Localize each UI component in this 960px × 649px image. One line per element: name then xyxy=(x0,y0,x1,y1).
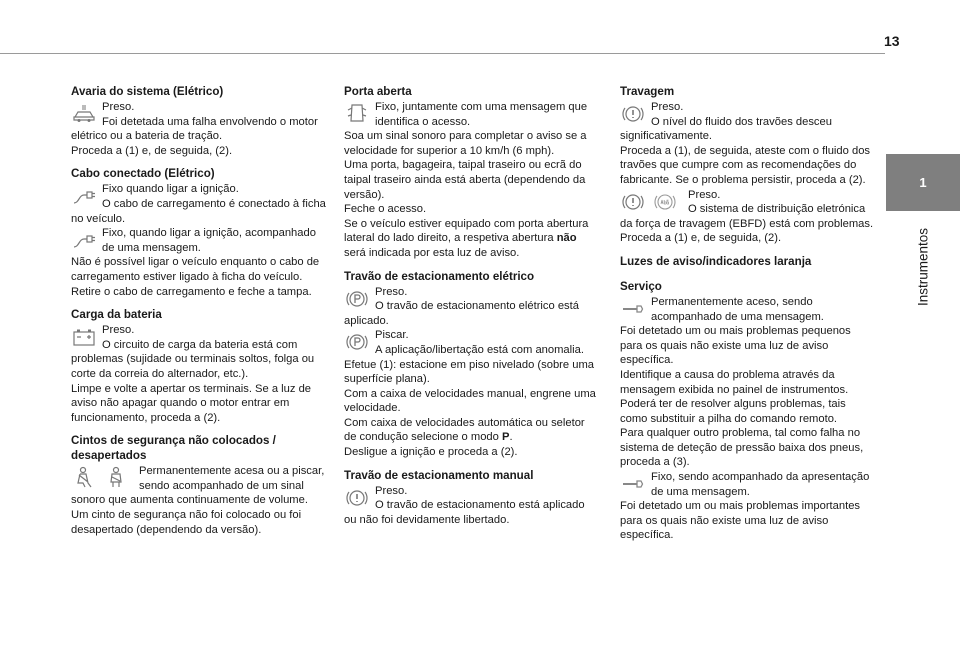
chapter-title xyxy=(910,208,936,326)
section-braking xyxy=(620,84,876,246)
chapter-title-text: Instrumentos xyxy=(915,227,931,307)
heading-orange-indicators: Luzes de aviso/indicadores laranja xyxy=(620,254,812,268)
rear-seatbelt-icon xyxy=(103,465,129,491)
heading-manual-parking-brake: Travão de estacionamento manual xyxy=(344,468,534,482)
heading-door-open: Porta aberta xyxy=(344,85,412,98)
plug-cable-icon xyxy=(71,183,97,209)
entry: Fixo quando ligar a ignição. O cabo de carregamento é conectado à ficha no veículo. xyxy=(71,183,326,225)
entry: Preso. O travão de estacionamento elétrico está aplicado. xyxy=(344,285,579,327)
entry: Fixo, sendo acompanhado da apresentação de uma mensagem. Foi detetado um ou mais problemas importantes para os quais não existe uma luz de aviso específica. xyxy=(620,471,870,542)
parking-brake-icon xyxy=(344,329,370,355)
heading-service: Serviço xyxy=(620,279,662,293)
heading-seatbelts: Cintos de segurança não colocados / desapertados xyxy=(71,434,276,463)
chapter-tab[interactable] xyxy=(886,154,960,211)
car-warning-icon xyxy=(71,101,97,127)
wrench-icon xyxy=(620,296,646,322)
header-rule xyxy=(0,53,885,54)
entry: Preso. O circuito de carga da bateria está com problemas (sujidade ou terminais soltos, folga ou corte da correia do alternador, etc.). Limpe e volte a apertar os terminais. Se a luz de aviso não apagar quando o motor entrar em funcionamento, proceda a (2). xyxy=(71,324,315,424)
section-service xyxy=(620,279,876,543)
brake-warning-icon xyxy=(620,189,646,215)
entry: Permanentemente aceso, sendo acompanhado de uma mensagem. Foi detetado um ou mais problemas pequenos para os quais não existe uma luz de aviso específica. Identifique a causa do problema através da mensagem exibida no painel de instrumentos. Poderá ter de resolver alguns problemas, tais como substituir a pilha do comando remoto. Para qualquer outro problema, tal como falha no sistema de deteção de pressão baixa dos pneus, proceda a (3). xyxy=(620,295,864,469)
column-2 xyxy=(344,84,600,535)
section-door-open xyxy=(344,84,600,261)
entry: Preso. O nível do fluido dos travões desceu significativamente. Proceda a (1), de seguida, ateste com o fluido dos travões que cumpre com as recomendações do fabricante. Se o problema persistir, proceda a (2). xyxy=(620,101,871,186)
column-3 xyxy=(620,84,876,551)
entry: Fixo, juntamente com uma mensagem que identifica o acesso. Soa um sinal sonoro para completar o aviso se a velocidade for superior a 10 km/h (6 mph). Uma porta, bagageira, taipal traseiro ou ecrã do taipal traseiro ainda está aberta (dependendo da versão). Feche o acesso. Se o veículo estiver equipado com porta abertura lateral do lado direito, a respetiva abertura não será indicada por esta luz de aviso. xyxy=(344,101,589,259)
section-battery-charge xyxy=(71,307,327,425)
section-electric-fault xyxy=(71,84,327,158)
heading-electric-fault: Avaria do sistema (Elétrico) xyxy=(71,85,224,98)
section-electric-parking-brake xyxy=(344,269,600,460)
page-number: 13 xyxy=(884,33,900,49)
entry: Preso. O sistema de distribuição eletrónica da força de travagem (EBFD) está com problemas. Proceda a (1) e, de seguida, (2). xyxy=(620,188,874,245)
entry: Preso. O travão de estacionamento está aplicado ou não foi devidamente libertado. xyxy=(344,484,585,526)
entry: Piscar. A aplicação/libertação está com anomalia. Efetue (1): estacione em piso nivelado (sobre uma superfície plana). Com a caixa de velocidades manual, engrene uma velocidade. Com caixa de velocidades automática ou seletor de condução selecione o modo P. Desligue a ignição e proceda a (2). xyxy=(344,329,596,459)
wrench-icon xyxy=(620,471,646,497)
heading-battery-charge: Carga da bateria xyxy=(71,308,162,322)
brake-warning-icon xyxy=(344,485,370,511)
section-cable-connected xyxy=(71,166,327,299)
heading-braking: Travagem xyxy=(620,85,675,98)
section-seatbelts xyxy=(71,433,327,537)
plug-cable-icon xyxy=(71,227,97,253)
door-open-icon xyxy=(344,101,370,127)
entry: Preso. Foi detetada uma falha envolvendo o motor elétrico ou a bateria de tração. Proceda a (1) e, de seguida, (2). xyxy=(71,101,318,157)
battery-icon xyxy=(71,324,97,350)
heading-electric-parking-brake: Travão de estacionamento elétrico xyxy=(344,269,535,283)
entry: Permanentemente acesa ou a piscar, sendo acompanhado de um sinal sonoro que aumenta continuamente de volume. Um cinto de segurança não foi colocado ou foi desapertado (dependendo da versão). xyxy=(71,465,325,536)
heading-cable-connected: Cabo conectado (Elétrico) xyxy=(71,167,215,181)
parking-brake-icon xyxy=(344,286,370,312)
seatbelt-icon xyxy=(71,465,97,491)
abs-icon xyxy=(652,189,678,215)
chapter-number: 1 xyxy=(919,175,927,190)
brake-warning-icon xyxy=(620,101,646,127)
section-manual-parking-brake xyxy=(344,468,600,528)
column-1 xyxy=(71,84,327,545)
entry: Fixo, quando ligar a ignição, acompanhado de uma mensagem. Não é possível ligar o veículo enquanto o cabo de carregamento estiver ligado à ficha do veículo. Retire o cabo de carregamento e feche a tampa. xyxy=(71,227,320,298)
